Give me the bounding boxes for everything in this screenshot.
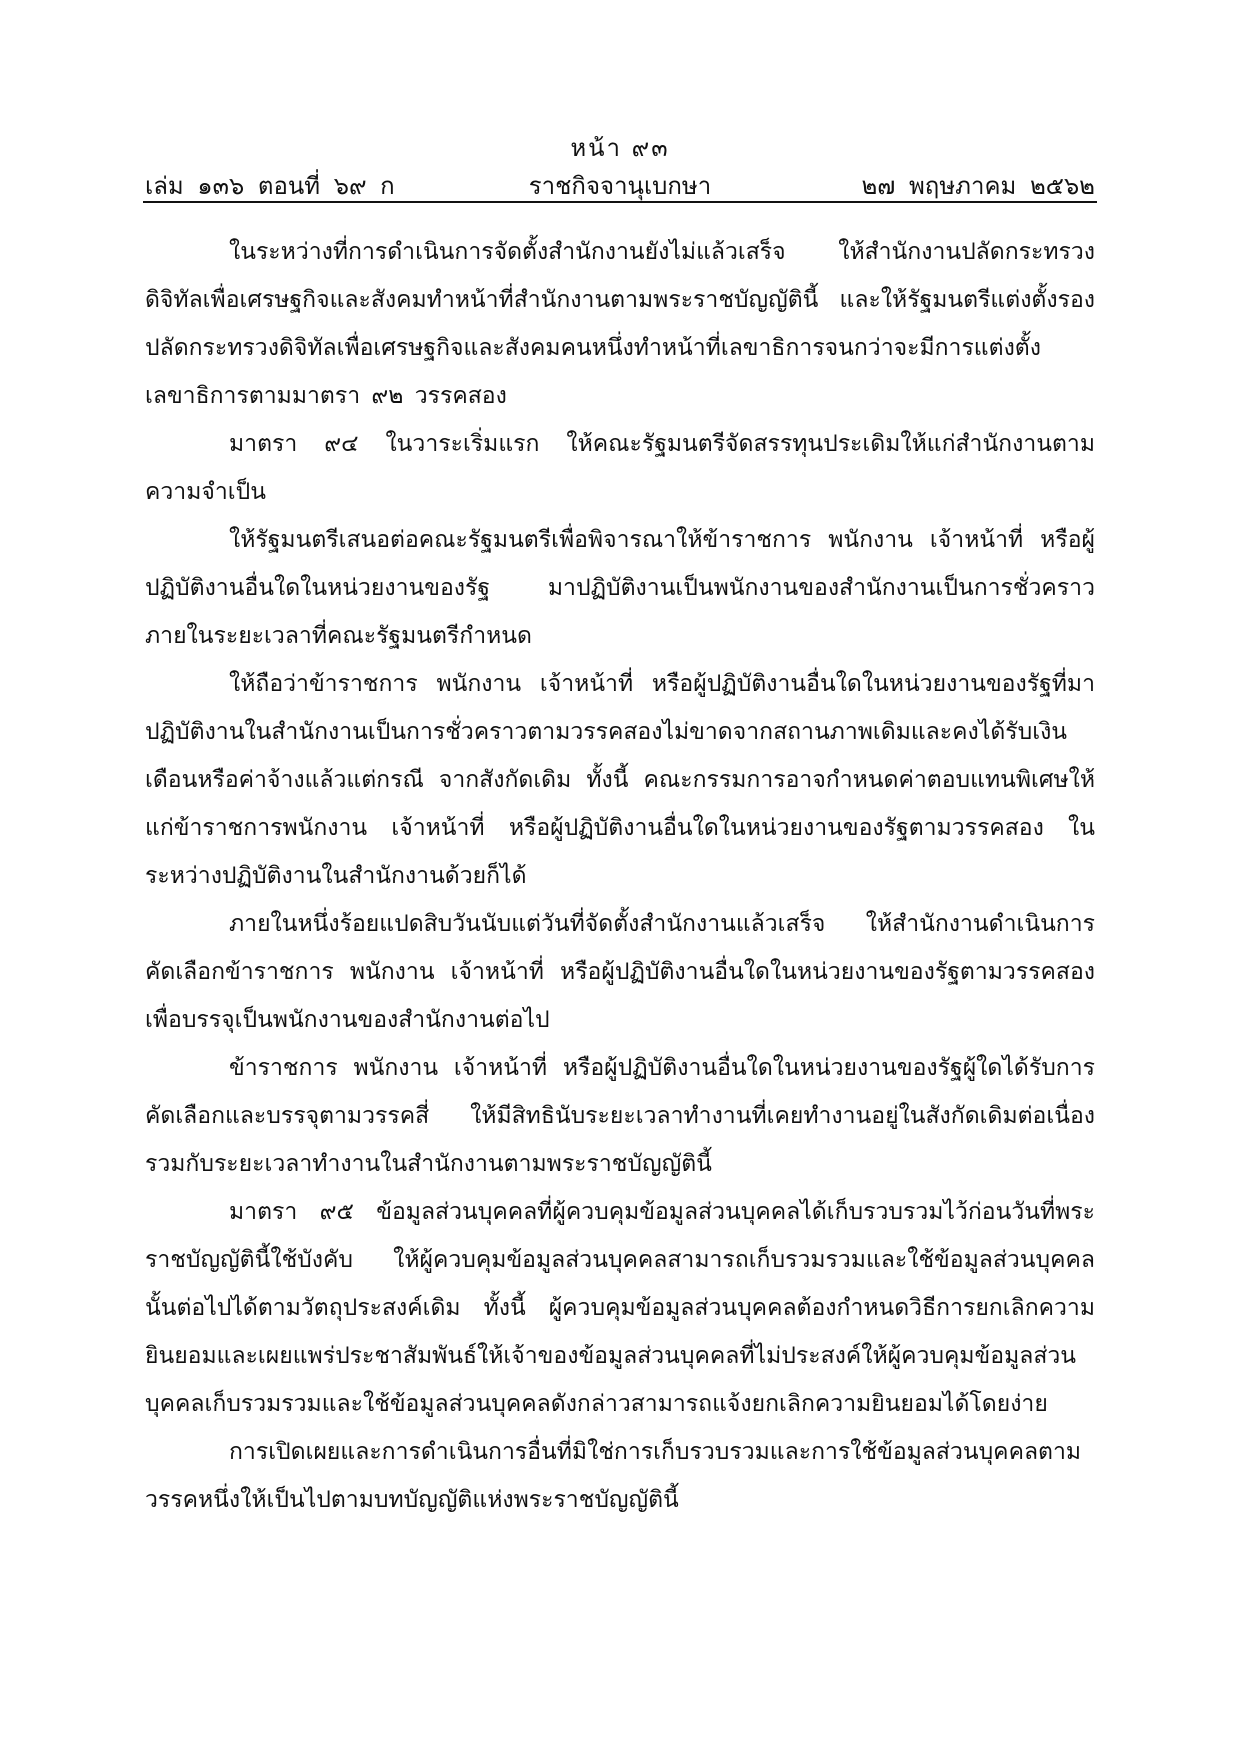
page-number: หน้า ๙๓ — [570, 134, 670, 162]
publication-date: ๒๗ พฤษภาคม ๒๕๖๒ — [861, 172, 1095, 200]
header-divider — [143, 201, 1097, 203]
paragraph-section-95: มาตรา ๙๕ ข้อมูลส่วนบุคคลที่ผู้ควบคุมข้อมูลส่วนบุคคลได้เก็บรวบรวมไว้ก่อนวันที่พระราชบัญญัตินี้ใช้บังคับ ให้ผู้ควบคุมข้อมูลส่วนบุคคลสามารถเก็บรวมรวมและใช้ข้อมูลส่วนบุคคลนั้นต่อไปได้ตามวัตถุประสงค์เดิม ทั้งนี้ ผู้ควบคุมข้อมูลส่วนบุคคลต้องกำหนดวิธีการยกเลิกความยินยอมและเผยแพร่ประชาสัมพันธ์ให้เจ้าของข้อมูลส่วนบุคคลที่ไม่ประสงค์ให้ผู้ควบคุมข้อมูลส่วนบุคคลเก็บรวมรวมและใช้ข้อมูลส่วนบุคคลดังกล่าวสามารถแจ้งยกเลิกความยินยอมได้โดยง่าย — [145, 1199, 1095, 1417]
paragraph: การเปิดเผยและการดำเนินการอื่นที่มิใช่การเก็บรวบรวมและการใช้ข้อมูลส่วนบุคคลตามวรรคหนึ่งให้เป็นไปตามบทบัญญัติแห่งพระราชบัญญัตินี้ — [145, 1439, 1082, 1513]
paragraph: ให้รัฐมนตรีเสนอต่อคณะรัฐมนตรีเพื่อพิจารณาให้ข้าราชการ พนักงาน เจ้าหน้าที่ หรือผู้ปฏิบัติงานอื่นใดในหน่วยงานของรัฐ มาปฏิบัติงานเป็นพนักงานของสำนักงานเป็นการชั่วคราวภายในระยะเวลาที่คณะรัฐมนตรีกำหนด — [145, 527, 1095, 649]
paragraph: ให้ถือว่าข้าราชการ พนักงาน เจ้าหน้าที่ หรือผู้ปฏิบัติงานอื่นใดในหน่วยงานของรัฐที่มาปฏิบัติงานในสำนักงานเป็นการชั่วคราวตามวรรคสองไม่ขาดจากสถานภาพเดิมและคงได้รับเงินเดือนหรือค่าจ้างแล้วแต่กรณี จากสังกัดเดิม ทั้งนี้ คณะกรรมการอาจกำหนดค่าตอบแทนพิเศษให้แก่ข้าราชการพนักงาน เจ้าหน้าที่ หรือผู้ปฏิบัติงานอื่นใดในหน่วยงานของรัฐตามวรรคสอง ในระหว่างปฏิบัติงานในสำนักงานด้วยก็ได้ — [145, 671, 1095, 889]
publication-title: ราชกิจจานุเบกษา — [528, 172, 712, 200]
paragraph: ในระหว่างที่การดำเนินการจัดตั้งสำนักงานยังไม่แล้วเสร็จ ให้สำนักงานปลัดกระทรวงดิจิทัลเพื่อเศรษฐกิจและสังคมทำหน้าที่สำนักงานตามพระราชบัญญัตินี้ และให้รัฐมนตรีแต่งตั้งรองปลัดกระทรวงดิจิทัลเพื่อเศรษฐกิจและสังคมคนหนึ่งทำหน้าที่เลขาธิการจนกว่าจะมีการแต่งตั้งเลขาธิการตามมาตรา ๙๒ วรรคสอง — [145, 239, 1095, 409]
paragraph: ภายในหนึ่งร้อยแปดสิบวันนับแต่วันที่จัดตั้งสำนักงานแล้วเสร็จ ให้สำนักงานดำเนินการคัดเลือกข้าราชการ พนักงาน เจ้าหน้าที่ หรือผู้ปฏิบัติงานอื่นใดในหน่วยงานของรัฐตามวรรคสองเพื่อบรรจุเป็นพนักงานของสำนักงานต่อไป — [145, 911, 1095, 1033]
paragraph-section-94: มาตรา ๙๔ ในวาระเริ่มแรก ให้คณะรัฐมนตรีจัดสรรทุนประเดิมให้แก่สำนักงานตามความจำเป็น — [145, 431, 1095, 505]
document-body — [145, 228, 1095, 1524]
volume-issue: เล่ม ๑๓๖ ตอนที่ ๖๙ ก — [145, 172, 395, 200]
paragraph: ข้าราชการ พนักงาน เจ้าหน้าที่ หรือผู้ปฏิบัติงานอื่นใดในหน่วยงานของรัฐผู้ใดได้รับการคัดเลือกและบรรจุตามวรรคสี่ ให้มีสิทธินับระยะเวลาทำงานที่เคยทำงานอยู่ในสังกัดเดิมต่อเนื่องรวมกับระยะเวลาทำงานในสำนักงานตามพระราชบัญญัตินี้ — [145, 1055, 1095, 1177]
running-header — [145, 166, 1095, 198]
